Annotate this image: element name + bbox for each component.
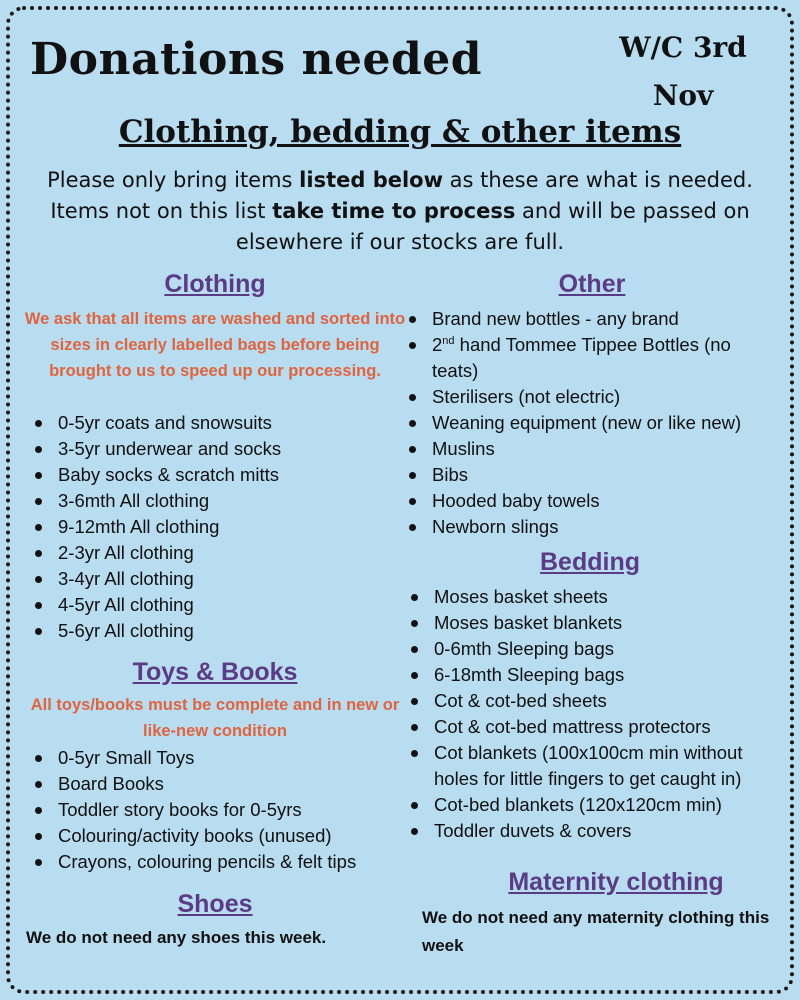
list-item: 3-4yr All clothing	[32, 566, 402, 592]
list-item: 6-18mth Sleeping bags	[408, 662, 778, 688]
other-heading: Other	[558, 270, 626, 298]
list-item: 0-6mth Sleeping bags	[408, 636, 778, 662]
list-item: Hooded baby towels	[406, 488, 776, 514]
subtitle: Clothing, bedding & other items	[118, 114, 682, 150]
list-item: Cot & cot-bed mattress protectors	[408, 714, 778, 740]
week-commencing	[598, 24, 768, 120]
list-item: 0-5yr coats and snowsuits	[32, 410, 402, 436]
week-line-2: Nov	[652, 79, 714, 112]
list-item: 3-5yr underwear and socks	[32, 436, 402, 462]
toys-books-note: All toys/books must be complete and in new or like-new condition	[30, 696, 400, 740]
list-item: 9-12mth All clothing	[32, 514, 402, 540]
clothing-list	[32, 410, 402, 644]
toys-books-heading: Toys & Books	[132, 658, 298, 686]
bedding-list	[408, 584, 778, 844]
superscript-base: 2	[432, 334, 443, 355]
list-item: Bibs	[406, 462, 776, 488]
list-item	[406, 332, 776, 384]
page-title: Donations needed	[30, 34, 482, 85]
list-item: Crayons, colouring pencils & felt tips	[32, 849, 402, 875]
bedding-heading: Bedding	[540, 548, 640, 576]
maternity-text: We do not need any maternity clothing this week	[422, 908, 770, 955]
intro-bold-1: listed below	[299, 168, 443, 192]
list-item: Cot-bed blankets (120x120cm min)	[408, 792, 778, 818]
toys-books-list	[32, 745, 402, 875]
list-item: Muslins	[406, 436, 776, 462]
list-item-text: hand Tommee Tippee Bottles (no teats)	[432, 334, 731, 381]
list-item: Toddler duvets & covers	[408, 818, 778, 844]
intro-paragraph	[20, 165, 780, 258]
shoes-heading: Shoes	[177, 890, 253, 918]
list-item: Baby socks & scratch mitts	[32, 462, 402, 488]
shoes-text: We do not need any shoes this week.	[26, 928, 327, 947]
list-item: Cot blankets (100x100cm min without holes for little fingers to get caught in)	[408, 740, 778, 792]
intro-bold-2: take time to process	[272, 199, 516, 223]
list-item: 4-5yr All clothing	[32, 592, 402, 618]
maternity-heading: Maternity clothing	[508, 868, 724, 896]
list-item: Colouring/activity books (unused)	[32, 823, 402, 849]
list-item: 3-6mth All clothing	[32, 488, 402, 514]
clothing-note: We ask that all items are washed and sorted into sizes in clearly labelled bags before being brought to us to speed up our processing.	[24, 310, 406, 380]
clothing-heading: Clothing	[164, 270, 266, 298]
list-item: Moses basket sheets	[408, 584, 778, 610]
other-list	[406, 306, 776, 540]
intro-text-3: and will be passed on elsewhere if our stocks are full.	[235, 199, 750, 254]
list-item: Toddler story books for 0-5yrs	[32, 797, 402, 823]
list-item: Board Books	[32, 771, 402, 797]
intro-text-1: Please only bring items	[47, 168, 300, 192]
list-item: Moses basket blankets	[408, 610, 778, 636]
intro-text-2: as these are what is needed. Items not on this list	[50, 168, 753, 223]
list-item: 5-6yr All clothing	[32, 618, 402, 644]
week-line-1: W/C 3rd	[619, 31, 747, 64]
list-item: Cot & cot-bed sheets	[408, 688, 778, 714]
list-item: Sterilisers (not electric)	[406, 384, 776, 410]
superscript: nd	[442, 334, 455, 347]
list-item: 0-5yr Small Toys	[32, 745, 402, 771]
list-item: 2-3yr All clothing	[32, 540, 402, 566]
list-item: Brand new bottles - any brand	[406, 306, 776, 332]
list-item: Newborn slings	[406, 514, 776, 540]
list-item: Weaning equipment (new or like new)	[406, 410, 776, 436]
